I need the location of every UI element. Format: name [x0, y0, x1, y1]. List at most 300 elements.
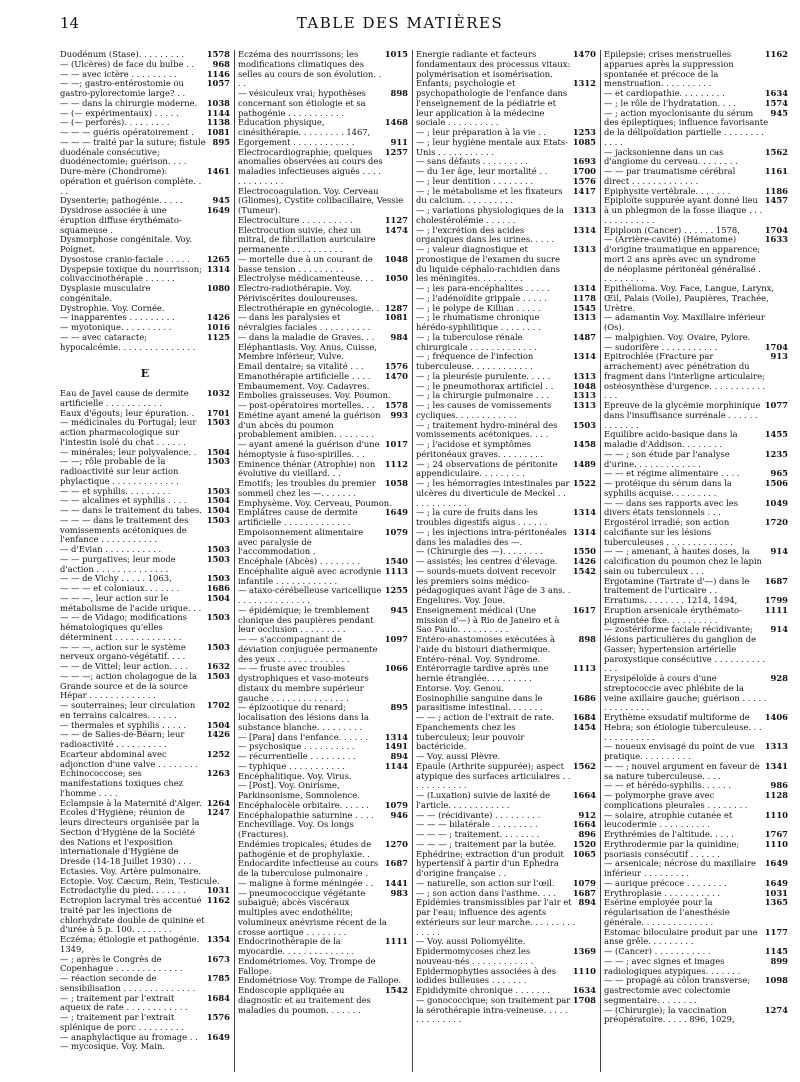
entry-text: — médicinales du Portugal; leur action pharmacologique sur l'intestin isolé du chat . . . . . .: [60, 417, 197, 447]
entry-page-ref: 1503: [206, 573, 230, 584]
entry-text: Dysidrose associée à une éruption diffuse érythémato-squameuse .: [60, 205, 182, 235]
index-entry: [604, 859, 788, 879]
entry-text: — adamantin Voy. Maxillaire inférieur (Os).: [604, 312, 765, 332]
index-entry: [238, 635, 408, 664]
entry-page-ref: 1576: [572, 175, 596, 186]
index-entry: [60, 1013, 230, 1033]
index-entry: [604, 811, 788, 831]
entry-page-ref: 1701: [206, 407, 230, 418]
entry-text: Eléphantiasis. Voy. Anus, Cuisse, Membre inférieur, Vulve.: [238, 341, 377, 362]
index-entry: [416, 460, 596, 480]
entry-page-ref: 1125: [206, 331, 230, 342]
entry-page-ref: 1426: [572, 556, 596, 566]
entry-page-ref: 1341: [764, 760, 788, 771]
entry-text: — naturelle, son action sur l'œil.: [416, 877, 555, 888]
entry-page-ref: 899: [770, 955, 788, 966]
index-entry: [604, 1006, 788, 1026]
index-entry: [604, 713, 788, 742]
entry-text: Epiploïte suppurée ayant donné lieu à un phlegmon de la fosse iliaque . . . . . . . . . . . . .: [604, 195, 763, 225]
column-divider: [234, 50, 235, 1072]
entry-text: Endocardite infectieuse au cours de la tuberculose pulmonaire .: [238, 858, 379, 878]
entry-text: — [Post]. Voy. Onirisme, Parkinsonisme, Somnolence.: [238, 780, 360, 800]
index-entry: [238, 859, 408, 879]
entry-text: Dysplasie musculaire congénitale.: [60, 283, 151, 303]
entry-text: Eczéma; étiologie et pathogénie. 1349,: [60, 934, 200, 954]
entry-page-ref: 1426: [206, 729, 230, 740]
entry-text: — ataxo-cérébelleuse varicellique . . . . . . . . . . . . . .: [238, 585, 382, 605]
entry-text: — anaphylactique au fromage . .: [60, 1031, 198, 1042]
entry-text: Ectasies. Voy. Artère pulmonaire.: [60, 865, 202, 876]
index-entry: [416, 352, 596, 372]
entry-page-ref: 1504: [206, 719, 230, 730]
index-entry: [60, 672, 230, 701]
entry-page-ref: 1617: [572, 604, 596, 615]
entry-text: — polymorphe grave avec complications pleurales . . . . . . . .: [604, 790, 748, 810]
entry-page-ref: 1144: [384, 760, 408, 771]
entry-page-ref: 1313: [572, 205, 596, 215]
entry-page-ref: 946: [390, 809, 408, 820]
entry-text: — — de Salies-de-Béarn; leur radioactivité . . . . . . . . . .: [60, 729, 185, 749]
entry-text: Emplâtres cause de dermite artificielle . . . . . . . . . . . . .: [238, 507, 358, 527]
index-entry: [60, 730, 230, 750]
entry-text: Duodénum (Stase). . . . . . . . .: [60, 50, 185, 59]
entry-page-ref: 914: [770, 546, 788, 557]
index-entry: [416, 50, 596, 79]
entry-text: Empoisonnement alimentaire avec paralysie de l'accommodation .: [238, 526, 364, 557]
index-entry: [60, 418, 230, 447]
entry-page-ref: 1503: [206, 544, 230, 554]
index-entry: [604, 313, 788, 333]
entry-text: — — de Vittel; leur action. . . .: [60, 661, 188, 671]
entry-text: — gonococcique; son traitement par la sérothérapie intra-veineuse. . . . . . . . . . . . . .: [416, 994, 571, 1025]
index-entry: [604, 450, 788, 470]
entry-page-ref: 911: [390, 136, 408, 147]
entry-page-ref: 1017: [384, 439, 408, 449]
entry-page-ref: 1097: [384, 634, 408, 644]
entry-text: Ecoles d'Hygiène; réunion de leurs directeurs organisée par la Section d'Hygiène de la Société des Nations et l'exposition internationale d'Hygiène de Dresde (14-18 Juillet 1930) . . .: [60, 807, 200, 866]
entry-text: — ; valeur diagnostique et pronostique de l'examen du sucre du liquide céphalo-rachidien dans les méningites. . . . . . . . .: [416, 244, 560, 284]
entry-text: Epidermomycoses chez les nouveau-nés . . . . . . . . . . . .: [416, 946, 534, 966]
entry-text: Email dentaire; sa vitalité . . .: [238, 361, 364, 371]
index-entry: [604, 742, 788, 762]
column-divider: [600, 50, 601, 1072]
index-entry: [604, 50, 788, 89]
entry-text: Encéphalitique. Voy. Virus.: [238, 770, 352, 781]
index-entry: [416, 967, 596, 987]
entry-text: Dysmorphose congénitale. Voy. Poignet.: [60, 234, 192, 254]
entry-page-ref: 1145: [764, 946, 788, 956]
index-entry: [60, 701, 230, 721]
index-entry: [416, 762, 596, 791]
entry-text: Electroculture . . . . . . . . . .: [238, 214, 353, 225]
index-entry: [416, 245, 596, 284]
entry-text: — maligne à forme méningée . .: [238, 877, 374, 888]
index-entry: [60, 994, 230, 1014]
entry-page-ref: 1441: [384, 877, 408, 888]
index-entry: [416, 567, 596, 596]
entry-page-ref: 1767: [764, 829, 788, 839]
entry-text: Encéphalopathie saturnine . . . .: [238, 809, 374, 820]
entry-text: — (— expérimentaux) . . . . .: [60, 107, 179, 118]
entry-page-ref: 1252: [206, 748, 230, 759]
entry-page-ref: 1633: [764, 234, 788, 245]
index-column-4: [604, 50, 788, 1072]
entry-text: Epilepsie; crises menstruelles apparues après la suppression spontanée et précoce de la menstruation. . . . . . . . . .: [604, 50, 734, 89]
entry-page-ref: 1785: [206, 973, 230, 983]
entry-text: — mycosique. Voy. Main.: [60, 1041, 166, 1052]
entry-page-ref: 1049: [764, 497, 788, 508]
index-column-2: [238, 50, 408, 1072]
entry-page-ref: 1110: [764, 809, 788, 820]
entry-page-ref: 1503: [206, 612, 230, 623]
entry-page-ref: 1314: [572, 351, 596, 362]
entry-page-ref: 894: [578, 897, 596, 908]
index-entry: [604, 109, 788, 148]
entry-page-ref: 1048: [572, 380, 596, 391]
entry-text: — ; la chirurgie pulmonaire . . .: [416, 390, 550, 401]
entry-text: — (Chirurgie); la vaccination préopératoire. . . . . 896, 1029,: [604, 1004, 735, 1025]
entry-page-ref: 1365: [764, 897, 788, 908]
entry-page-ref: 1031: [764, 887, 788, 898]
entry-text: — psychosique . . . . . . . . . .: [238, 741, 355, 752]
entry-page-ref: 1113: [572, 663, 596, 674]
entry-page-ref: 895: [390, 702, 408, 713]
index-entry: [416, 528, 596, 548]
entry-page-ref: 1058: [384, 478, 408, 488]
entry-page-ref: 914: [770, 624, 788, 635]
entry-text: — — ; nouvel argument en faveur de sa nature tuberculeuse. . . .: [604, 760, 760, 781]
entry-text: — —; rôle probable de la radioactivité sur leur action phylactique . . . . . . . . . . . . .: [60, 456, 179, 486]
entry-page-ref: 1312: [572, 78, 596, 89]
entry-page-ref: 1503: [206, 485, 230, 496]
index-entry: [60, 555, 230, 575]
index-entry: [604, 791, 788, 811]
index-entry: [60, 808, 230, 867]
index-entry: [60, 769, 230, 798]
entry-page-ref: 1314: [572, 507, 596, 518]
index-entry: [416, 947, 596, 967]
page-header: [0, 10, 800, 34]
index-entry: [604, 577, 788, 597]
entry-page-ref: 1693: [572, 156, 596, 167]
entry-page-ref: 1081: [384, 312, 408, 323]
entry-text: — ; leur préparation à la vie . .: [416, 127, 547, 137]
entry-text: — — dans la chirurgie moderne.: [60, 97, 198, 108]
entry-page-ref: 1426: [206, 312, 230, 323]
entry-page-ref: 1079: [384, 799, 408, 810]
entry-text: — typhique . . . . . . . . . . .: [238, 760, 345, 771]
entry-text: Engelures. Voy. Joue.: [416, 595, 506, 605]
entry-text: — — — bilatérale . . . . . . . . .: [416, 819, 538, 830]
entry-text: — épizootique du renard; localisation des lésions dans la substance blanche. . . . . . . . .: [238, 702, 369, 732]
entry-page-ref: 1270: [384, 838, 408, 849]
entry-page-ref: 894: [390, 751, 408, 761]
entry-text: — solaire, atrophie cutanée et leucodermie . . . . . . . . . .: [604, 809, 733, 830]
entry-page-ref: 912: [578, 809, 596, 820]
entry-text: — — et syphilis. . . . . . . . .: [60, 485, 171, 496]
index-entry: [238, 284, 408, 304]
entry-page-ref: 1542: [572, 565, 596, 576]
entry-page-ref: 1066: [384, 663, 408, 674]
entry-page-ref: 1504: [206, 495, 230, 506]
entry-text: — dans la maladie de Graves. . .: [238, 331, 375, 342]
entry-text: Erratums. . . . . . . . 1214, 1494,: [604, 595, 738, 605]
entry-text: — réaction seconde de sensibilisation . . . . . . . . . . . . . .: [60, 973, 196, 993]
entry-text: — — ; action de l'extrait de rate.: [416, 712, 555, 722]
index-entry: [604, 957, 788, 977]
entry-text: Estomac biloculaire produit par une anse grêle. . . . . . . . .: [604, 926, 758, 947]
entry-text: Electro-radiothérapie. Voy. Périviscérites douloureuses.: [238, 283, 358, 303]
entry-page-ref: 1562: [764, 146, 788, 157]
entry-text: — (Luxation) suivie de laxité de l'article. . . . . . . . . . . .: [416, 790, 551, 810]
entry-text: Entorse. Voy. Genou.: [416, 682, 504, 693]
index-entry: [60, 235, 230, 255]
index-entry: [604, 352, 788, 401]
entry-text: Eau de Javel cause de dermite artificielle . . . . . . . . . . .: [60, 388, 189, 408]
entry-page-ref: 1015: [384, 50, 408, 59]
entry-text: Encéphale (Abcès) . . . . . . . .: [238, 556, 360, 566]
entry-text: — ; l'acidose et symptômes péritonéaux graves. . . . . . . . .: [416, 439, 544, 459]
index-entry: [604, 898, 788, 927]
entry-page-ref: 1080: [206, 283, 230, 293]
entry-text: Entéro-anastomoses exécutées à l'aide du bistouri diathermique.: [416, 634, 555, 654]
entry-text: Ecarteur abdominal avec adjonction d'une valve . . . . . . . .: [60, 748, 198, 769]
entry-text: Enseignement médical (Une mission d'—) à Rio de Janeiro et à Sao Paulo. . . . . . . . . .: [416, 604, 560, 635]
entry-text: Endémies tropicales; études de pathogénie et de prophylaxie. .: [238, 838, 372, 859]
entry-text: — — —, action sur le système nerveux organo-végétatif. . . .: [60, 641, 186, 662]
index-entry: [416, 898, 596, 937]
entry-text: — — (récidivante) . . . . . . . . .: [416, 809, 541, 820]
index-entry: [238, 567, 408, 587]
entry-page-ref: 1112: [384, 458, 408, 469]
entry-page-ref: 1016: [206, 322, 230, 332]
entry-text: Epithélioma. Voy. Face, Langue, Larynx, Œil, Palais (Voile), Paupières, Trachée, Urètre.: [604, 283, 775, 313]
entry-page-ref: 1032: [206, 388, 230, 398]
entry-page-ref: 1503: [206, 514, 230, 525]
entry-text: — mortelle due à un courant de basse tension . . . . . . . . .: [238, 253, 373, 274]
entry-text: — — et hérédo-syphilis. . . . . .: [604, 780, 732, 791]
entry-page-ref: 945: [390, 604, 408, 615]
entry-text: — — dans ses rapports avec les divers états tensionnels . . .: [604, 497, 739, 518]
index-entry: [604, 196, 788, 225]
entry-text: — (— perforés). . . . . . . . .: [60, 117, 170, 128]
entry-page-ref: 1470: [572, 50, 596, 59]
index-column-1: [60, 50, 230, 1072]
entry-page-ref: 1313: [764, 741, 788, 752]
entry-page-ref: 1265: [206, 253, 230, 264]
entry-page-ref: 1417: [572, 185, 596, 196]
entry-page-ref: 1799: [764, 595, 788, 605]
entry-text: Erysipéloïde à cours d'une streptococcie avec phlébite de la veine axillaire gauche; guérison . . . . . . . . . . . . . .: [604, 673, 767, 713]
index-entry: [60, 896, 230, 935]
entry-text: — minérales; leur polyvalence. .: [60, 446, 197, 457]
index-entry: [416, 440, 596, 460]
entry-text: — ; action myoclonisante du sérum des épileptiques; influence favorisante de la délipoïdation partielle . . . . . . . . . . . .: [604, 107, 769, 147]
entry-text: — — fruste avec troubles dystrophiques et vaso-moteurs distaux du membre supérieur gauche . . . . . . . . . . . . . . .: [238, 663, 369, 703]
entry-page-ref: 1503: [206, 417, 230, 428]
entry-text: — ; le métabolisme et les fixateurs du calcium. . . . . . . . . .: [416, 185, 563, 206]
entry-text: Epanchements chez les tuberculeux; leur pouvoir bactéricide.: [416, 721, 525, 752]
entry-text: Ectrodactylie du pied. . . . . . .: [60, 885, 186, 896]
index-entry: [60, 333, 230, 353]
entry-text: — zostériforme faciale récidivante; lésions particulières du ganglion de Gasser; hypertension artérielle paroxystique consécutive . . . . . . . . . . . . .: [604, 624, 766, 674]
index-entry: [604, 479, 788, 499]
index-entry: [60, 594, 230, 614]
entry-page-ref: 1457: [764, 195, 788, 206]
entry-page-ref: 1314: [384, 731, 408, 742]
entry-page-ref: 1649: [206, 1031, 230, 1042]
entry-text: Echinococcose; ses manifestations toxiques chez l'homme . . . .: [60, 768, 184, 798]
index-entry: [238, 664, 408, 703]
entry-text: Ectopie. Voy. Cæcum, Rein, Testicule.: [60, 875, 220, 886]
entry-page-ref: 1576: [206, 1012, 230, 1022]
entry-text: Endométriomes. Voy. Trompe de Fallope.: [238, 955, 376, 976]
entry-text: Erythrodermie par la quinidine; psoriasis consécutif . . . . . .: [604, 838, 740, 859]
index-entry: [416, 313, 596, 333]
entry-page-ref: 1057: [206, 78, 230, 89]
index-entry: [238, 313, 408, 333]
entry-page-ref: 1287: [384, 302, 408, 313]
index-entry: [604, 430, 788, 450]
entry-page-ref: 1720: [764, 517, 788, 527]
entry-text: Emanothérapie artificielle . . . .: [238, 370, 371, 381]
entry-page-ref: 1649: [764, 877, 788, 888]
index-entry: [238, 508, 408, 528]
entry-text: — Voy. aussi Poliomyélite.: [416, 936, 526, 947]
entry-page-ref: 898: [390, 88, 408, 98]
entry-text: — du 1er âge, leur mortalité . .: [416, 166, 548, 176]
entry-page-ref: 1649: [764, 858, 788, 869]
entry-text: Erythème exsudatif multiforme de Hebra; son étiologie tuberculeuse. . . . . . . . . . . . .: [604, 712, 762, 742]
index-entry: [60, 955, 230, 975]
entry-text: — épidémique; le tremblement clonique des paupières pendant leur occlusion . . . . . . . . .: [238, 604, 374, 635]
entry-text: Erythrémies de l'altitude. . . . .: [604, 829, 734, 839]
entry-text: — protéique du sérum dans la syphilis acquise. . . . . . . . .: [604, 478, 732, 498]
entry-page-ref: 1504: [206, 592, 230, 603]
entry-text: — — ; son étude par l'analyse d'urine. . . . . . . . . . . . .: [604, 448, 730, 469]
entry-page-ref: 1503: [206, 670, 230, 681]
entry-page-ref: 1110: [764, 838, 788, 849]
entry-page-ref: 898: [578, 634, 596, 644]
index-entry: [238, 50, 408, 89]
index-entry: [60, 265, 230, 285]
index-entry: [238, 148, 408, 187]
index-entry: [416, 606, 596, 635]
entry-page-ref: 984: [390, 331, 408, 342]
index-entry: [604, 762, 788, 782]
entry-page-ref: 1578: [206, 50, 230, 59]
entry-page-ref: 1686: [572, 692, 596, 703]
entry-text: — (Arrière-cavité) (Hématome) d'origine traumatique en apparence; mort 2 ans après avec un syndrome de néoplasme péritonéal généralisé . . . . . . . . .: [604, 234, 761, 284]
entry-text: Education physique, cinésithérapie. . . . . . . . . 1467,: [238, 117, 371, 137]
entry-page-ref: 1065: [572, 848, 596, 859]
index-entry: [238, 89, 408, 118]
entry-text: — ; son action dans l'asthme. . . .: [416, 887, 557, 898]
index-entry: [416, 226, 596, 246]
entry-page-ref: 1314: [572, 224, 596, 235]
entry-page-ref: 1031: [206, 885, 230, 896]
entry-page-ref: 1468: [384, 117, 408, 128]
entry-text: Ectropion lacrymal très accentué traité par les injections de chlorhydrate double de quinine et d'urée à 5 p. 100. . . . . . . .: [60, 895, 205, 935]
index-entry: [416, 187, 596, 207]
entry-text: — (Cancer) . . . . . . . . . . .: [604, 946, 711, 956]
entry-page-ref: 1487: [572, 331, 596, 342]
entry-text: Ephédrine; extraction d'un produit hypertensif à partir d'un Ephedra d'origine française . .: [416, 848, 564, 878]
entry-page-ref: 1253: [572, 127, 596, 137]
index-entry: [416, 723, 596, 752]
entry-page-ref: 1247: [206, 807, 230, 818]
entry-text: — ; les causes de vomissements cycliques. . . . . . . . . . . .: [416, 400, 552, 420]
index-entry: [604, 976, 788, 1005]
entry-page-ref: 1235: [764, 448, 788, 459]
entry-page-ref: 1708: [572, 994, 596, 1005]
entry-text: — — — traité par la suture; fistule duodénale consécutive; duodénectomie; guérison. . . .: [60, 136, 206, 167]
index-entry: [238, 411, 408, 440]
entry-page-ref: 1050: [384, 273, 408, 284]
index-entry: [60, 284, 230, 304]
entry-text: — — — dans le traitement des vomissements acétoniques de l'enfance . . . . . . . . . . .: [60, 514, 189, 545]
entry-text: — ; après le Congrès de Copenhague . . . . . . . . . . . . .: [60, 953, 183, 974]
entry-text: Endoscopie appliquée au diagnostic et au traitement des maladies du poumon. . . . . . .: [238, 985, 371, 1015]
entry-page-ref: 1491: [384, 741, 408, 752]
entry-page-ref: 1664: [572, 790, 596, 800]
index-entry: [238, 606, 408, 635]
entry-text: — ; le rôle de l'hydratation. . . .: [604, 97, 737, 108]
entry-text: — [Para] dans l'enfance. . . . . .: [238, 731, 368, 742]
entry-text: Eclampsie à la Maternité d'Alger.: [60, 797, 202, 808]
entry-text: Endométriose Voy. Trompe de Fallope.: [238, 975, 402, 986]
index-entry: [238, 820, 408, 840]
entry-text: Epidermophyties associées à des iodides bulleuses . . . . . . .: [416, 965, 557, 986]
index-entry: [60, 974, 230, 994]
entry-text: — ; les injections intra-péritonéales dans les maladies des —.: [416, 526, 567, 547]
entry-page-ref: 1503: [206, 553, 230, 564]
entry-text: — — —, leur action sur le métabolisme de l'acide urique. . .: [60, 592, 202, 613]
entry-text: — inapparentes . . . . . . . . .: [60, 312, 175, 323]
entry-page-ref: 1687: [572, 887, 596, 898]
entry-page-ref: 1700: [572, 166, 596, 176]
entry-text: — récurrentielle . . . . . . . . .: [238, 751, 356, 761]
index-entry: [238, 986, 408, 1015]
entry-page-ref: 1313: [572, 312, 596, 323]
entry-text: Esérine employée pour la régularisation de l'anesthésie générale. . . . . . . . . . . . . .: [604, 897, 730, 927]
index-entry: [416, 850, 596, 879]
index-entry: [60, 138, 230, 167]
entry-page-ref: 1576: [384, 361, 408, 371]
entry-text: Epreuve de la glycémie morphinique dans l'insuffisance surrénale . . . . . . . . . . . . .: [604, 400, 761, 430]
entry-text: Eruption arsenicale érythémato-pigmentée fixe. . . . . . . . . .: [604, 604, 742, 625]
entry-text: — — de Vidago; modifications hématologiques qu'elles déterminent . . . . . . . . . . . . .: [60, 612, 187, 642]
index-entry: [416, 508, 596, 528]
entry-text: — (Chirurgie des —). . . . . . . .: [416, 546, 543, 557]
entry-page-ref: 1684: [206, 992, 230, 1003]
entry-text: Encéphalocèle orbitaire. . . . . .: [238, 799, 369, 810]
entry-text: Electrolyse médicamenteuse. . .: [238, 273, 374, 284]
entry-text: Emétine ayant amené la guérison d'un abcès du poumon probablement amibien. . . . . . . .: [238, 409, 381, 440]
entry-text: Epiploon (Cancer) . . . . . . 1578,: [604, 224, 740, 235]
entry-text: Electrocoagulation. Voy. Cerveau (Gliomes), Cystite colibacillaire, Vessie (Tumeur).: [238, 185, 404, 215]
entry-text: Encéphalite aiguë avec acrodynie infantile . . . . . . . . . . . .: [238, 565, 382, 586]
entry-page-ref: 1522: [572, 478, 596, 488]
entry-text: — ; traitement par l'extrait splénique de porc . . . . . . . . .: [60, 1012, 184, 1032]
entry-text: — (Ulcères) de face du bulbe . .: [60, 58, 195, 69]
entry-text: Erythroplasie . . . . . . . . . . .: [604, 887, 721, 898]
entry-text: — — avec cataracte; hypocalcémie. . . . . . . . . . . . . . .: [60, 331, 196, 352]
entry-text: Endocrinothérapie de la myocardie. . . . . . . . . . . . . .: [238, 936, 355, 956]
entry-page-ref: 1313: [572, 244, 596, 254]
entry-text: — ; les hémorragies intestinales par ulcères du diverticule de Meckel . . . . . . . . . . . .: [416, 478, 570, 508]
index-entry: [60, 167, 230, 196]
